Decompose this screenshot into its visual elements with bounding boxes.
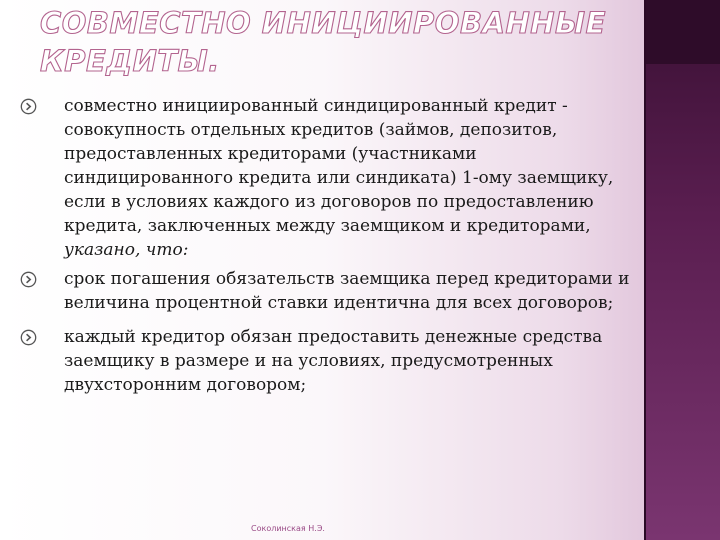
slide-title: СОВМЕСТНО ИНИЦИИРОВАННЫЕ КРЕДИТЫ.	[40, 6, 606, 78]
bullet-text: совместно инициированный синдицированный кредит - совокупность отдельных кредитов (займов, депозитов, предоставленных кредиторами (участниками синдицированного кредита или синдиката) 1-ому заемщику, если в условиях каждого из договоров по предоставлению кредита, заключенных между заемщиком и кредиторами,	[64, 96, 614, 236]
bullet-list	[20, 94, 710, 395]
circled-arrow-icon	[20, 271, 37, 288]
footer-author: Соколинская Н.Э.	[251, 524, 325, 533]
corner-accent-box	[646, 0, 720, 64]
bullet-text: срок погашения обязательств заемщика перед кредиторами и величина процентной ставки идентична для всех договоров;	[64, 269, 630, 313]
bullet-text: каждый кредитор обязан предоставить денежные средства заемщику в размере и на условиях, предусмотренных двухсторонним договором;	[64, 327, 603, 395]
circled-arrow-icon	[20, 98, 37, 115]
circled-arrow-icon	[20, 329, 37, 346]
bullet-item-3	[20, 325, 710, 395]
bullet-note-italic: указано, что:	[64, 240, 189, 260]
bullet-item-1	[20, 94, 710, 267]
bullet-item-2	[20, 267, 710, 325]
